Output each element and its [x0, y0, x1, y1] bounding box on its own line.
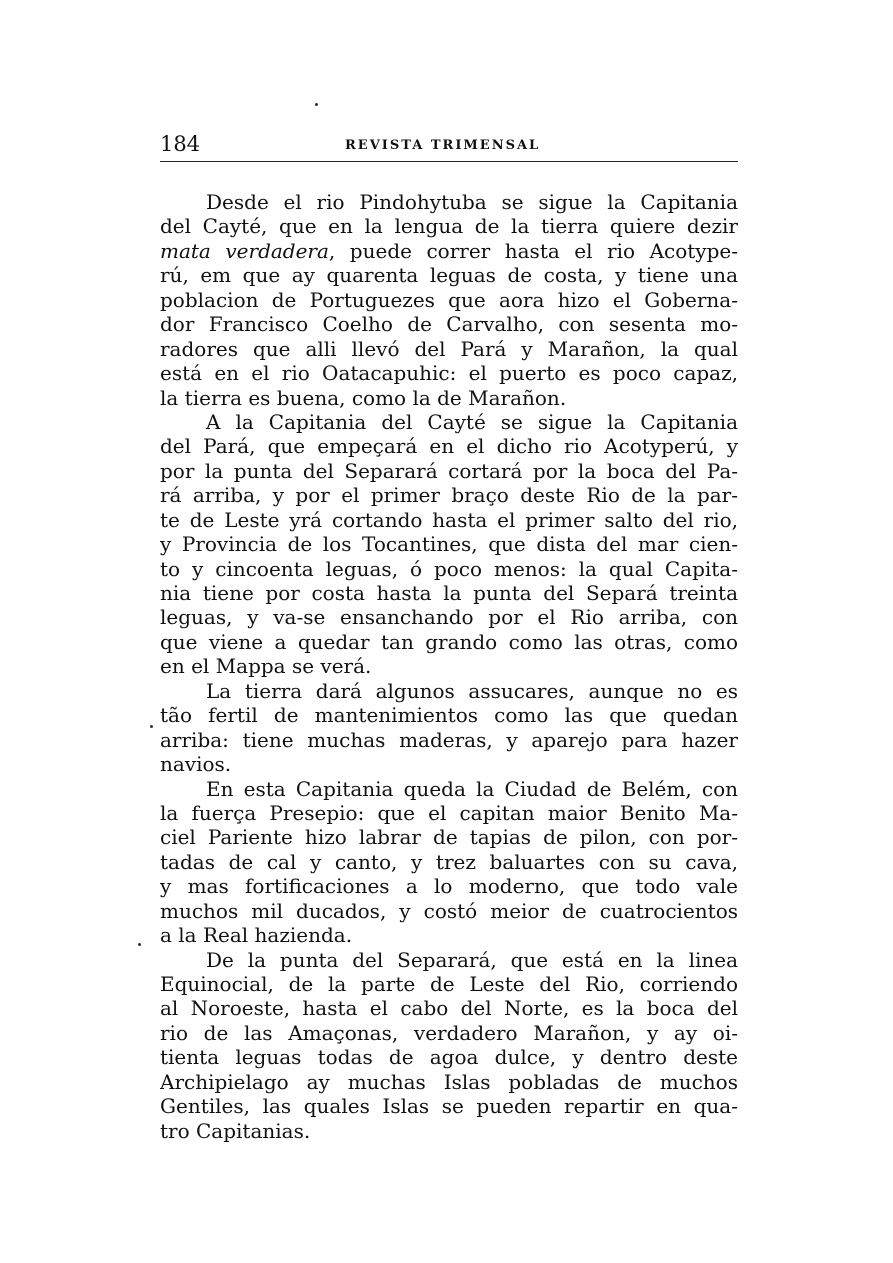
text-line: muchos mil ducados, y costó meior de cuatrocientos [160, 898, 738, 923]
text-line: rá arriba, y por el primer braço deste Rio de la par- [160, 483, 738, 508]
text-line: que viene a quedar tan grando como las otras, como [160, 629, 738, 654]
text-line: radores que alli llevó del Pará y Marañon, la qual [160, 336, 738, 361]
page-header [160, 131, 738, 162]
body-text [160, 190, 738, 1143]
text-line: Archipielago ay muchas Islas pobladas de muchos [160, 1069, 738, 1094]
text-line: y Provincia de los Tocantines, que dista del mar cien- [160, 532, 738, 557]
running-title: REVISTA TRIMENSAL [345, 138, 541, 153]
text-line: La tierra dará algunos assucares, aunque no es [206, 678, 738, 703]
text-line: tienta leguas todas de agoa dulce, y dentro deste [160, 1045, 738, 1070]
print-speck [315, 103, 318, 106]
text-line: nia tiene por costa hasta la punta del Separá treinta [160, 581, 738, 605]
text-line [160, 239, 738, 263]
text-line: rio de las Amaçonas, verdadero Marañon, y ay oi- [160, 1020, 738, 1045]
text-line: Desde el rio Pindohytuba se sigue la Capitania [206, 190, 738, 214]
text-line: la fuerça Presepio: que el capitan maior Benito Ma- [160, 800, 738, 825]
paragraph [160, 190, 738, 410]
text-line: Equinocial, de la parte de Leste del Rio, corriendo [160, 972, 738, 996]
page-number: 184 [160, 132, 201, 156]
paragraph [160, 679, 738, 777]
paragraph [160, 777, 738, 948]
text-line: ciel Pariente hizo labrar de tapias de pilon, con por- [160, 825, 738, 850]
text-line: tadas de cal y canto, y trez baluartes con su cava, [160, 849, 738, 874]
text-line: En esta Capitania queda la Ciudad de Belém, con [206, 776, 738, 801]
text-line: en el Mappa se verá. [160, 654, 372, 679]
text-line: a la Real hazienda. [160, 923, 353, 948]
text-line: navios. [160, 752, 232, 777]
text-line: A la Capitania del Cayté se sigue la Capitania [206, 409, 738, 434]
italic-phrase: mata verdadera [160, 238, 329, 263]
line-text: , puede correr hasta el rio Acotype- [328, 238, 738, 263]
text-line: leguas, y va-se ensanchando por el Rio arriba, con [160, 605, 738, 630]
paragraph [160, 410, 738, 679]
print-speck [150, 725, 153, 728]
text-line: to y cincoenta leguas, ó poco menos: la qual Capita- [160, 556, 738, 581]
text-line: dor Francisco Coelho de Carvalho, con sesenta mo- [160, 312, 738, 337]
text-line: tro Capitanias. [160, 1118, 311, 1143]
text-line: Gentiles, las quales Islas se pueden repartir en qua- [160, 1094, 738, 1119]
text-line: arriba: tiene muchas maderas, y aparejo para hazer [160, 727, 738, 752]
text-line: te de Leste yrá cortando hasta el primer salto del rio, [160, 507, 738, 532]
text-line: poblacion de Portuguezes que aora hizo el Goberna- [160, 287, 738, 312]
text-line: del Cayté, que en la lengua de la tierra quiere dezir [160, 214, 738, 239]
text-line: del Pará, que empeçará en el dicho rio Acotyperú, y [160, 434, 738, 459]
text-line: y mas fortificaciones a lo moderno, que todo vale [160, 874, 738, 899]
print-speck [138, 943, 141, 946]
text-line: por la punta del Separará cortará por la boca del Pa- [160, 458, 738, 483]
text-line: la tierra es buena, como la de Marañon. [160, 385, 567, 410]
text-line: De la punta del Separará, que está en la linea [206, 947, 738, 972]
text-line: está en el rio Oatacapuhic: el puerto es poco capaz, [160, 361, 738, 386]
paragraph [160, 948, 738, 1144]
text-line: tão fertil de mantenimientos como las que quedan [160, 703, 738, 728]
text-line: rú, em que ay quarenta leguas de costa, y tiene una [160, 263, 738, 288]
text-line: al Noroeste, hasta el cabo del Norte, es la boca del [160, 996, 738, 1021]
